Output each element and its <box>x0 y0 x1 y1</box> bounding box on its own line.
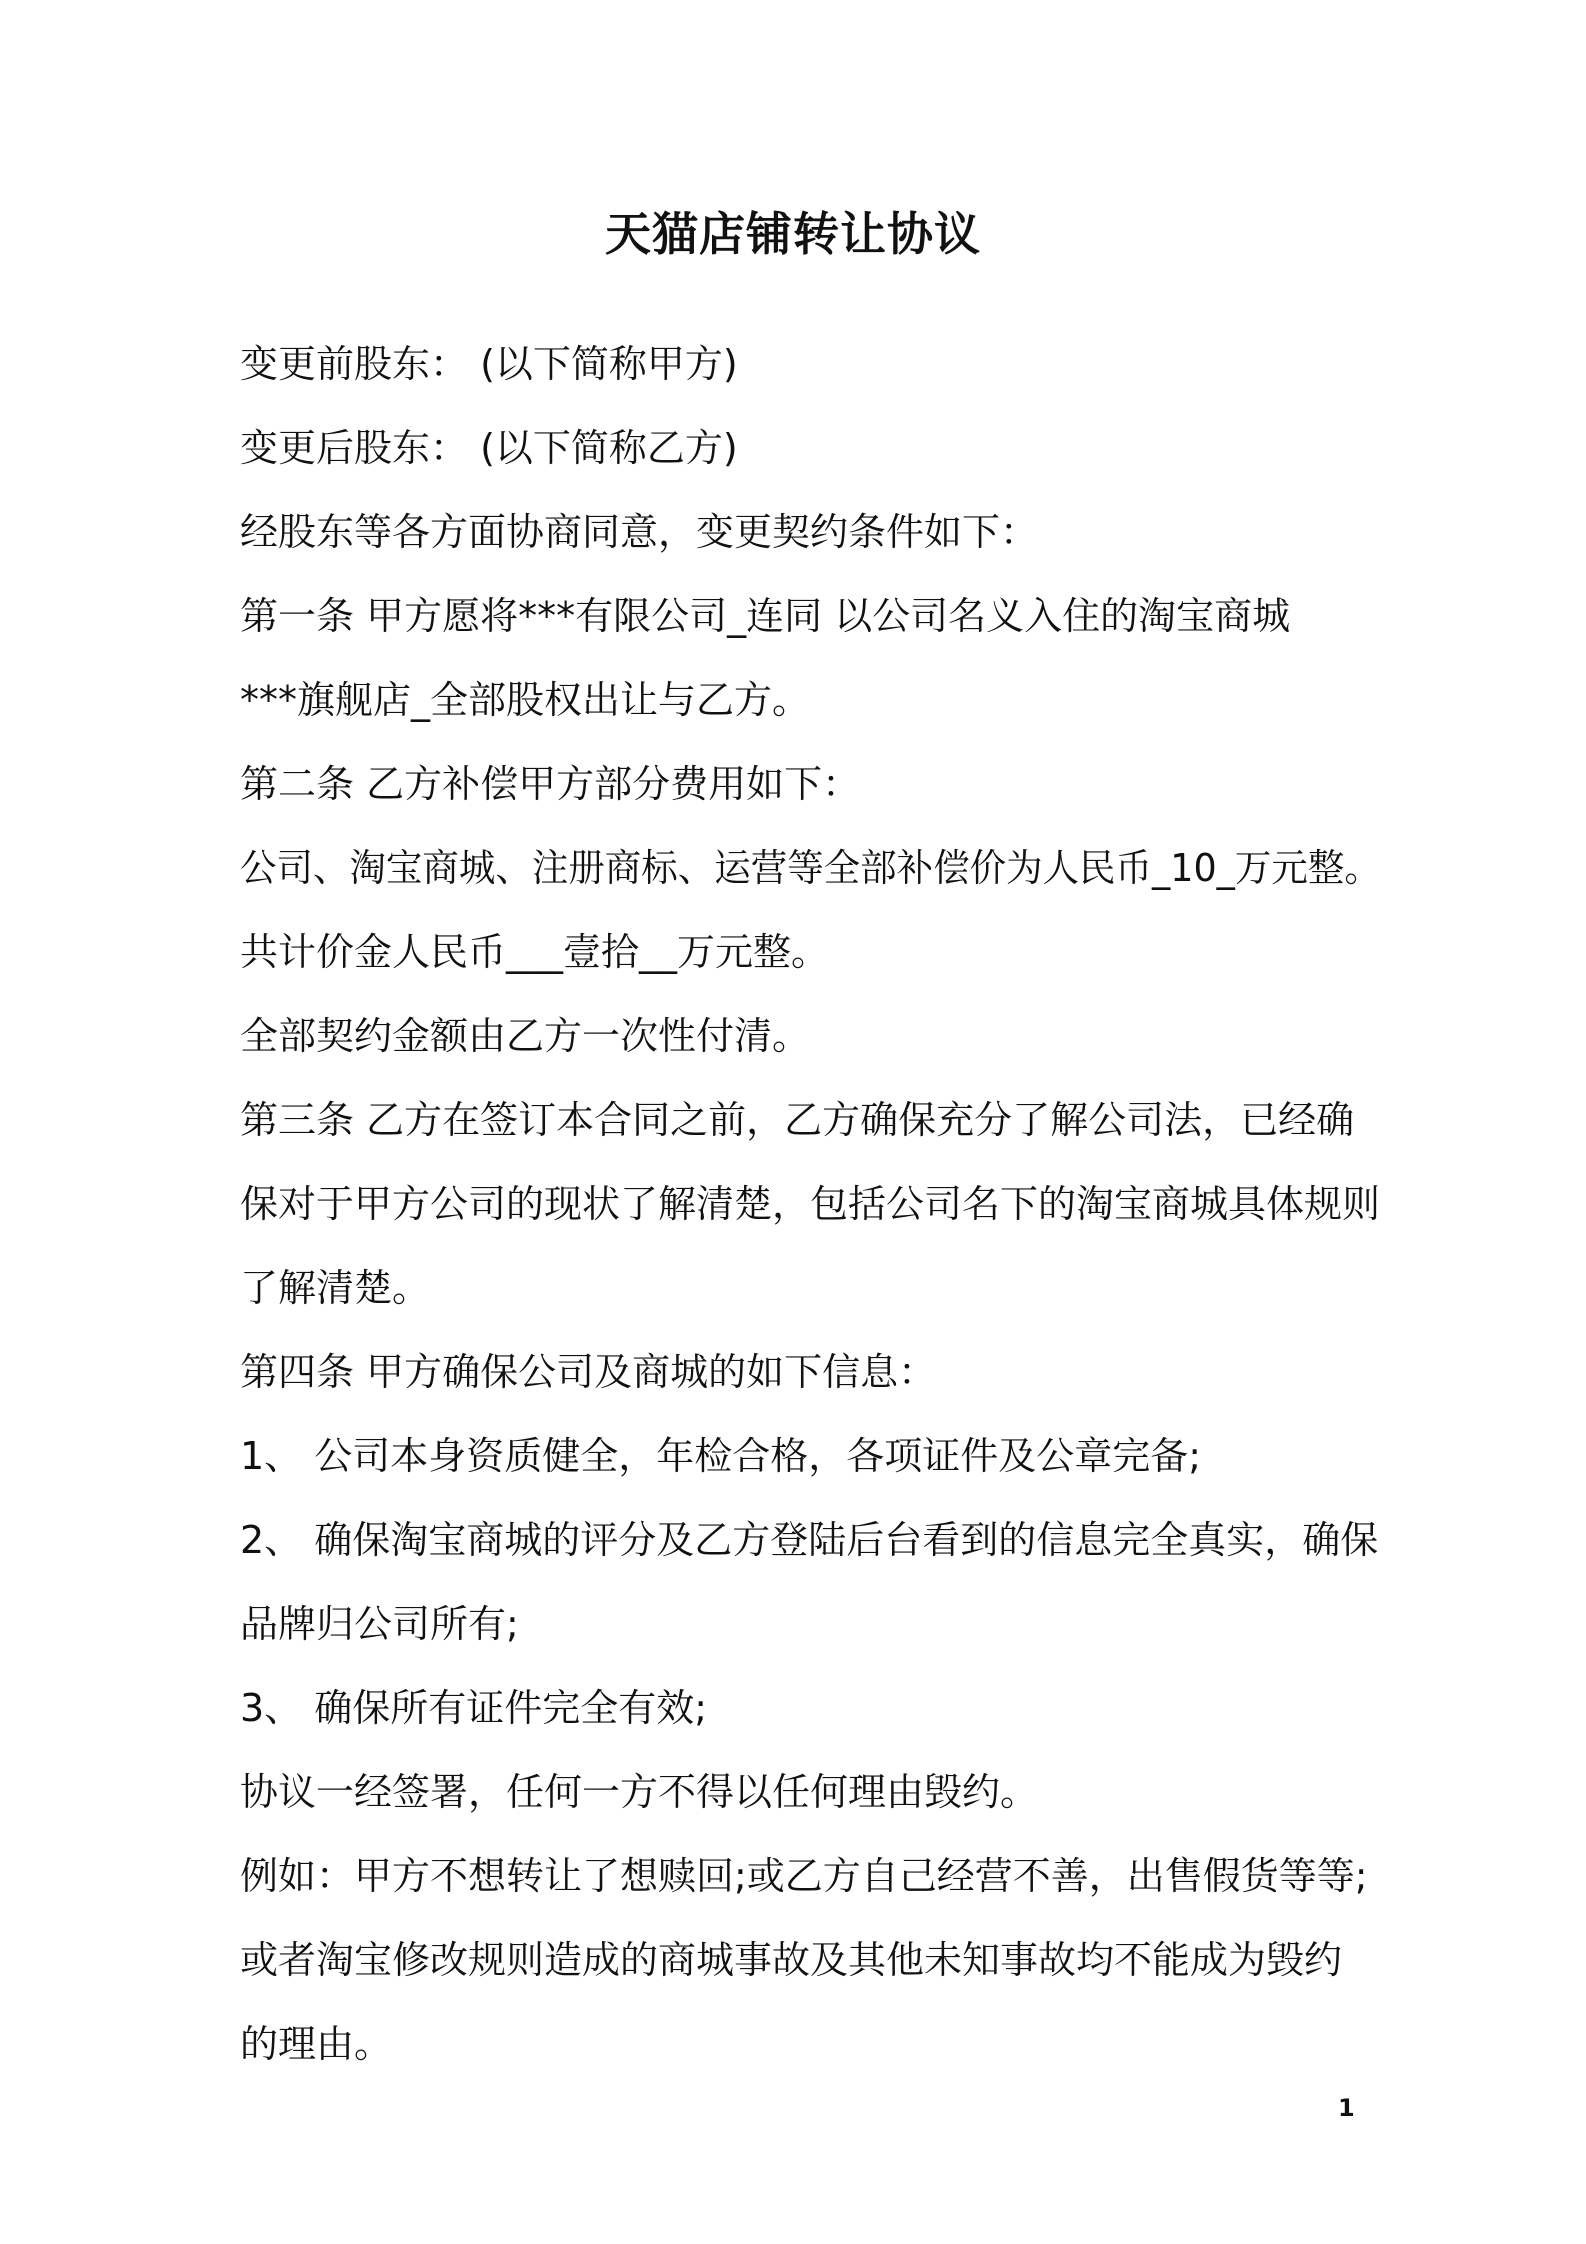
page-number: 1 <box>1338 2094 1355 2122</box>
paragraph-line: 品牌归公司所有; <box>240 1602 519 1646</box>
paragraph-line: ***旗舰店_全部股权出让与乙方。 <box>240 678 811 722</box>
paragraph-line: 或者淘宝修改规则造成的商城事故及其他未知事故均不能成为毁约 <box>240 1938 1343 1982</box>
document-title: 天猫店铺转让协议 <box>605 207 981 261</box>
paragraph-line: 协议一经签署，任何一方不得以任何理由毁约。 <box>240 1770 1039 1814</box>
paragraph-line: 第一条 甲方愿将***有限公司_连同 以公司名义入住的淘宝商城 <box>240 594 1291 638</box>
paragraph-line: 公司、淘宝商城、注册商标、运营等全部补偿价为人民币_10_万元整。 <box>240 846 1381 890</box>
paragraph-line: 2、 确保淘宝商城的评分及乙方登陆后台看到的信息完全真实，确保 <box>240 1518 1379 1562</box>
paragraph-line: 的理由。 <box>240 2022 393 2066</box>
paragraph-line: 全部契约金额由乙方一次性付清。 <box>240 1014 811 1058</box>
paragraph-line: 变更后股东： (以下简称乙方) <box>240 426 738 470</box>
paragraph-line: 1、 公司本身资质健全，年检合格，各项证件及公章完备; <box>240 1434 1202 1478</box>
paragraph-line: 共计价金人民币___壹拾__万元整。 <box>240 930 830 974</box>
paragraph-line: 经股东等各方面协商同意，变更契约条件如下： <box>240 510 1039 554</box>
paragraph-line: 了解清楚。 <box>240 1266 431 1310</box>
paragraph-line: 第四条 甲方确保公司及商城的如下信息： <box>240 1350 937 1394</box>
paragraph-line: 变更前股东： (以下简称甲方) <box>240 342 738 386</box>
paragraph-line: 第二条 乙方补偿甲方部分费用如下： <box>240 762 861 806</box>
paragraph-line: 第三条 乙方在签订本合同之前，乙方确保充分了解公司法，已经确 <box>240 1098 1355 1142</box>
paragraph-line: 3、 确保所有证件完全有效; <box>240 1686 708 1730</box>
paragraph-line: 例如：甲方不想转让了想赎回;或乙方自己经营不善，出售假货等等; <box>240 1854 1368 1898</box>
paragraph-line: 保对于甲方公司的现状了解清楚，包括公司名下的淘宝商城具体规则 <box>240 1182 1381 1226</box>
